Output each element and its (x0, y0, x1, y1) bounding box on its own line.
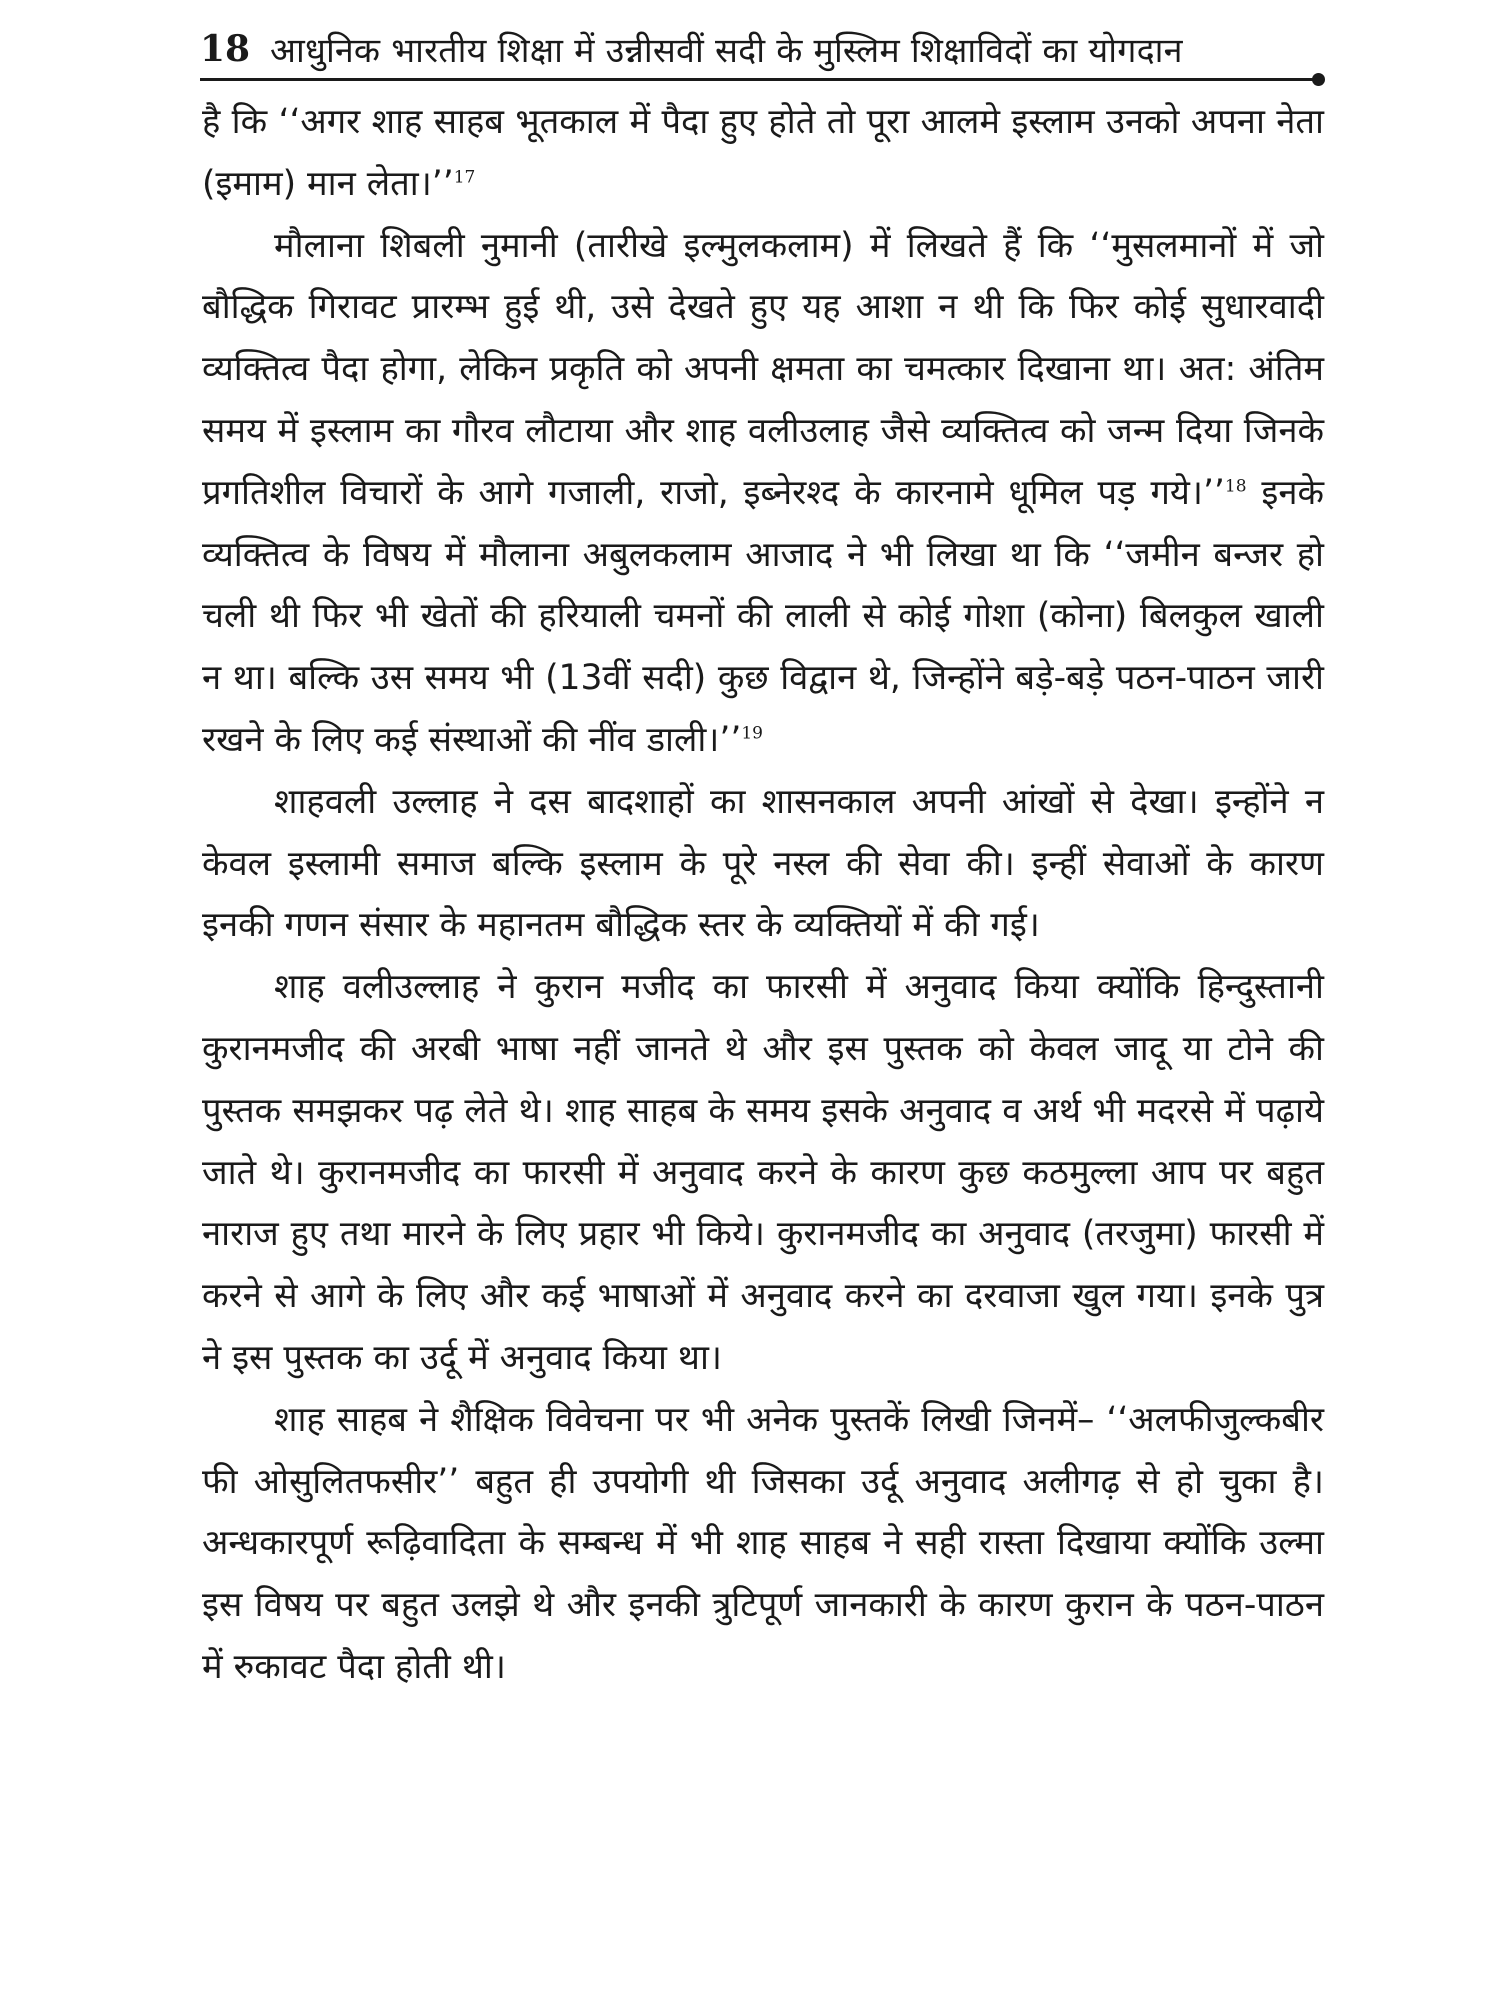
paragraph-text: शाह साहब ने शैक्षिक विवेचना पर भी अनेक पुस्तकें लिखी जिनमें– ‘‘अलफीजुल्कबीर फी ओसुलितफसीर’’ बहुत ही उपयोगी थी जिसका उर्दू अनुवाद अलीगढ़ से हो चुका है। अन्धकारपूर्ण रूढ़िवादिता के सम्बन्ध में भी शाह साहब ने सही रास्ता दिखाया क्योंकि उल्मा इस विषय पर बहुत उलझे थे और इनकी त्रुटिपूर्ण जानकारी के कारण कुरान के पठन-पाठन में रुकावट पैदा होती थी। (202, 1399, 1324, 1687)
footnote-ref: 17 (453, 167, 476, 188)
paragraph-quran-translation (202, 957, 1324, 1390)
footnote-ref: 18 (1224, 476, 1247, 497)
paragraph-text: शाहवली उल्लाह ने दस बादशाहों का शासनकाल अपनी आंखों से देखा। इन्होंने न केवल इस्लामी समाज बल्कि इस्लाम के पूरे नस्ल की सेवा की। इन्हीं सेवाओं के कारण इनकी गणन संसार के महानतम बौद्धिक स्तर के व्यक्तियों में की गई। (202, 781, 1324, 946)
header-rule-end-dot (1312, 73, 1325, 86)
paragraph-continuation (202, 92, 1324, 216)
paragraph-shibli-quote (202, 216, 1324, 772)
paragraph-books (202, 1390, 1324, 1699)
paragraph-text: शाह वलीउल्लाह ने कुरान मजीद का फारसी में अनुवाद किया क्योंकि हिन्दुस्तानी कुरानमजीद की अरबी भाषा नहीं जानते थे और इस पुस्तक को केवल जादू या टोने की पुस्तक समझकर पढ़ लेते थे। शाह साहब के समय इसके अनुवाद व अर्थ भी मदरसे में पढ़ाये जाते थे। कुरानमजीद का फारसी में अनुवाद करने के कारण कुछ कठमुल्ला आप पर बहुत नाराज हुए तथा मारने के लिए प्रहार भी किये। कुरानमजीद का अनुवाद (तरजुमा) फारसी में करने से आगे के लिए और कई भाषाओं में अनुवाद करने का दरवाजा खुल गया। इनके पुत्र ने इस पुस्तक का उर्दू में अनुवाद किया था। (202, 967, 1324, 1378)
paragraph-text-azad: इनके व्यक्तित्व के विषय में मौलाना अबुलकलाम आजाद ने भी लिखा था कि ‘‘जमीन बन्जर हो चली थी फिर भी खेतों की हरियाली चमनों की लाली से कोई गोशा (कोना) बिलकुल खाली न था। बल्कि उस समय भी (13वीं सदी) कुछ विद्वान थे, जिन्होंने बड़े-बड़े पठन-पाठन जारी रखने के लिए कई संस्थाओं की नींव डाली।’’ (202, 472, 1324, 760)
page-number: 18 (200, 28, 251, 70)
paragraph-text: है कि ‘‘अगर शाह साहब भूतकाल में पैदा हुए होते तो पूरा आलमे इस्लाम उनको अपना नेता (इमाम) मान लेता।’’ (202, 102, 1324, 204)
running-header (200, 22, 1322, 78)
header-rule (200, 78, 1318, 81)
paragraph-ten-emperors (202, 772, 1324, 957)
body-text (202, 92, 1324, 1699)
running-title: आधुनिक भारतीय शिक्षा में उन्नीसवीं सदी के मुस्लिम शिक्षाविदों का योगदान (270, 31, 1183, 71)
paragraph-text: मौलाना शिबली नुमानी (तारीखे इल्मुलकलाम) में लिखते हैं कि ‘‘मुसलमानों में जो बौद्धिक गिरावट प्रारम्भ हुई थी, उसे देखते हुए यह आशा न थी कि फिर कोई सुधारवादी व्यक्तित्व पैदा होगा, लेकिन प्रकृति को अपनी क्षमता का चमत्कार दिखाना था। अत: अंतिम समय में इस्लाम का गौरव लौटाया और शाह वलीउलाह जैसे व्यक्तित्व को जन्म दिया जिनके प्रगतिशील विचारों के आगे गजाली, राजो, इब्नेरश्द के कारनामे धूमिल पड़ गये।’’ (202, 225, 1324, 513)
footnote-ref: 19 (741, 723, 763, 744)
